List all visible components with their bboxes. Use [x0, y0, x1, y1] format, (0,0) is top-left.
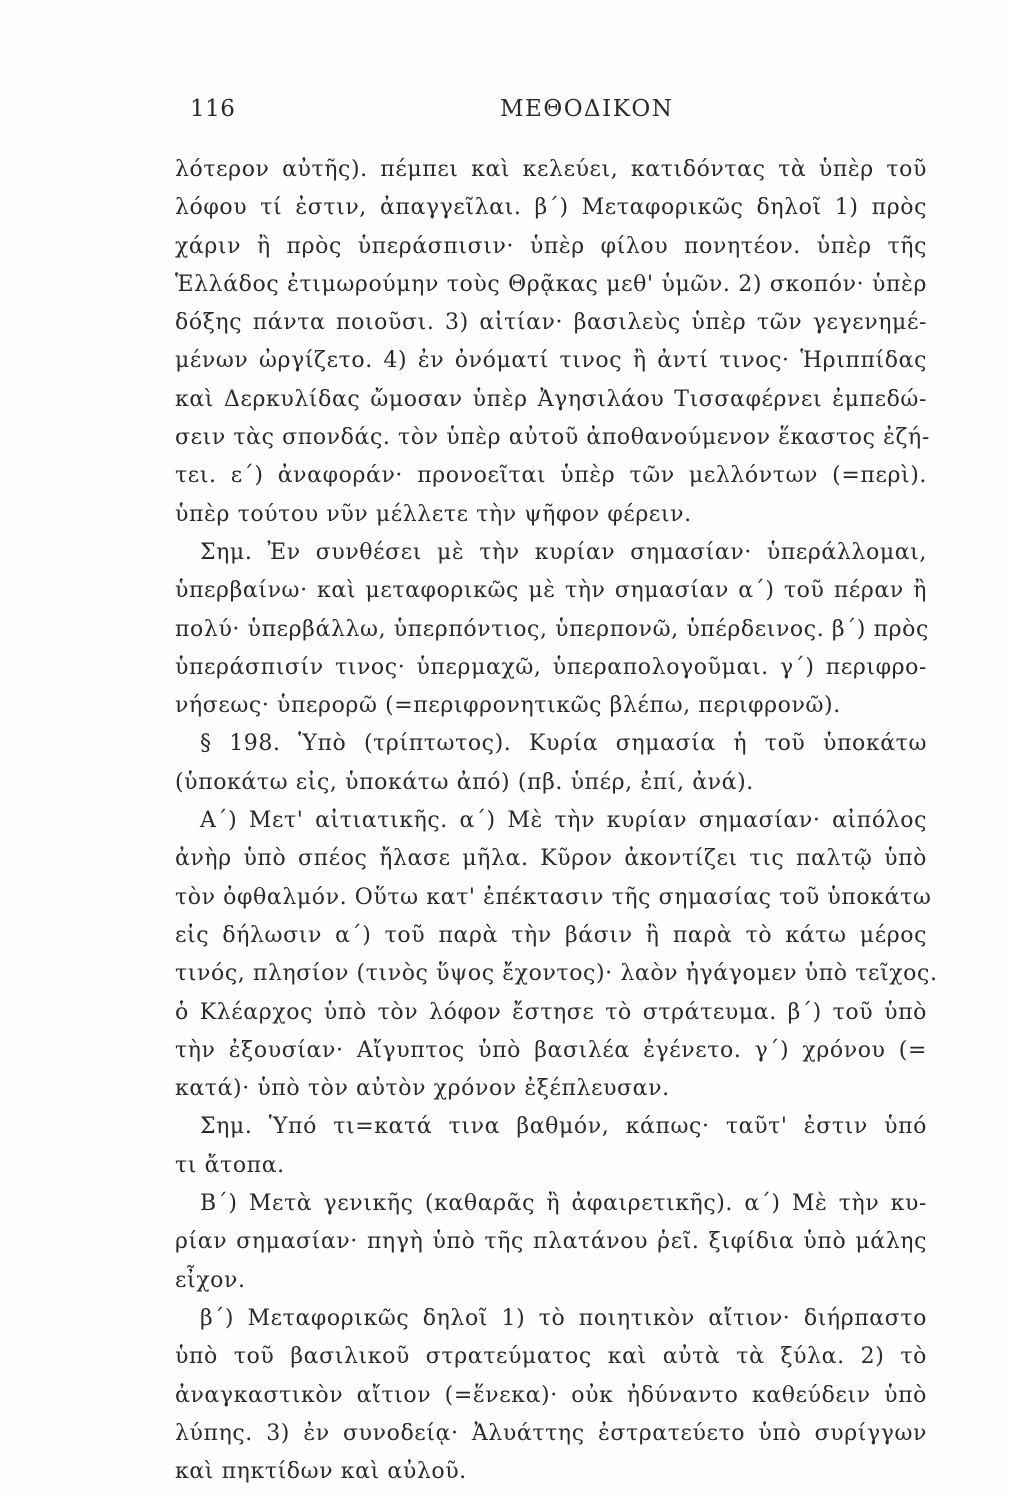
text-line: ὑπὲρ τούτου νῦν μέλλετε τὴν ψῆφον φέρειν. — [175, 501, 692, 527]
text-line: κατά)· ὑπὸ τὸν αὐτὸν χρόνον ἐξέπλευσαν. — [175, 1076, 670, 1102]
text-line: τὴν ἐξουσίαν· Αἴγυπτος ὑπὸ βασιλέα ἐγένετο. γ΄) χρόνου (= — [175, 1037, 927, 1063]
text-line: μένων ὠργίζετο. 4) ἐν ὀνόματί τινος ἢ ἀντί τινος· Ἡριππίδας — [175, 348, 927, 374]
text-line: καὶ πηκτίδων καὶ αὐλοῦ. — [175, 1459, 467, 1485]
text-line: εἶχον. — [175, 1267, 246, 1293]
text-line: ὁ Κλέαρχος ὑπὸ τὸν λόφον ἔστησε τὸ στράτευμα. β΄) τοῦ ὑπὸ — [175, 999, 927, 1025]
text-line: πολύ· ὑπερβάλλω, ὑπερπόντιος, ὑπερπονῶ, ὑπέρδεινος. β΄) πρὸς — [175, 616, 929, 642]
text-line: ρίαν σημασίαν· πηγὴ ὑπὸ τῆς πλατάνου ῥεῖ. ξιφίδια ὑπὸ μάλης — [175, 1229, 927, 1255]
text-line: λότερον αὐτῆς). πέμπει καὶ κελεύει, κατιδόντας τὰ ὑπὲρ τοῦ — [175, 157, 927, 182]
text-line: ὑπὸ τοῦ βασιλικοῦ στρατεύματος καὶ αὐτὰ τὰ ξύλα. 2) τὸ — [175, 1344, 927, 1370]
page-header — [190, 96, 840, 132]
text-line: τι ἄτοπα. — [175, 1152, 285, 1178]
text-line: τινός, πλησίον (τινὸς ὕψος ἔχοντος)· λαὸν ἠγάγομεν ὑπὸ τεῖχος. — [175, 961, 938, 987]
text-line: ἀνὴρ ὑπὸ σπέος ἤλασε μῆλα. Κῦρον ἀκοντίζει τις παλτῷ ὑπὸ — [175, 846, 927, 872]
text-line: Β΄) Μετὰ γενικῆς (καθαρᾶς ἢ ἀφαιρετικῆς). α΄) Μὲ τὴν κυ- — [200, 1191, 927, 1217]
text-line: ἀναγκαστικὸν αἴτιον (=ἕνεκα)· οὐκ ἠδύναντο καθεύδειν ὑπὸ — [175, 1382, 927, 1408]
body-text — [175, 151, 938, 1491]
text-line: τὸν ὀφθαλμόν. Οὕτω κατ' ἐπέκτασιν τῆς σημασίας τοῦ ὑποκάτω — [175, 884, 932, 910]
text-line: (ὑποκάτω εἰς, ὑποκάτω ἀπό) (πβ. ὑπέρ, ἐπί, ἀνά). — [175, 769, 754, 795]
text-line: Α΄) Μετ' αἰτιατικῆς. α΄) Μὲ τὴν κυρίαν σημασίαν· αἰπόλος — [200, 808, 927, 834]
text-line: τει. ε΄) ἀναφοράν· προνοεῖται ὑπὲρ τῶν μελλόντων (=περὶ). — [175, 463, 927, 489]
text-line: β΄) Μεταφορικῶς δηλοῖ 1) τὸ ποιητικὸν αἴτιον· διήρπαστο — [200, 1305, 927, 1331]
text-line: λόφου τί ἐστιν, ἀπαγγεῖλαι. β΄) Μεταφορικῶς δηλοῖ 1) πρὸς — [175, 195, 927, 221]
text-line: καὶ Δερκυλίδας ὤμοσαν ὑπὲρ Ἀγησιλάου Τισσαφέρνει ἐμπεδώ- — [175, 386, 927, 412]
text-line: νήσεως· ὑπερορῶ (=περιφρονητικῶς βλέπω, περιφρονῶ). — [175, 693, 841, 719]
running-title: ΜΕΘΟΔΙΚΟΝ — [500, 96, 674, 122]
section-heading-198: § 198. Ὑπὸ (τρίπτωτος). Κυρία σημασία ἡ τοῦ ὑποκάτω — [200, 731, 927, 757]
text-line: δόξης πάντα ποιοῦσι. 3) αἰτίαν· βασιλεὺς ὑπὲρ τῶν γεγενημέ- — [175, 310, 927, 336]
text-line: λύπης. 3) ἐν συνοδείᾳ· Ἀλυάττης ἐστρατεύετο ὑπὸ συρίγγων — [175, 1420, 927, 1446]
text-line: χάριν ἢ πρὸς ὑπεράσπισιν· ὑπὲρ φίλου πονητέον. ὑπὲρ τῆς — [175, 233, 927, 259]
text-line: ὑπεράσπισίν τινος· ὑπερμαχῶ, ὑπεραπολογοῦμαι. γ΄) περιφρο- — [175, 654, 927, 680]
page-number: 116 — [190, 96, 236, 122]
text-line: Ἑλλάδος ἐτιμωρούμην τοὺς Θρᾷκας μεθ' ὑμῶν. 2) σκοπόν· ὑπὲρ — [175, 271, 927, 297]
text-line: Σημ. Ἐν συνθέσει μὲ τὴν κυρίαν σημασίαν· ὑπεράλλομαι, — [200, 539, 927, 565]
text-line: ὑπερβαίνω· καὶ μεταφορικῶς μὲ τὴν σημασίαν α΄) τοῦ πέραν ἢ — [175, 578, 927, 604]
text-line: εἰς δήλωσιν α΄) τοῦ παρὰ τὴν βάσιν ἢ παρὰ τὸ κάτω μέρος — [175, 922, 927, 948]
text-line: σειν τὰς σπονδάς. τὸν ὑπὲρ αὐτοῦ ἀποθανούμενον ἕκαστος ἐζή- — [175, 425, 930, 451]
text-line: Σημ. Ὑπό τι=κατά τινα βαθμόν, κάπως· ταῦτ' ἐστιν ὑπό — [200, 1114, 927, 1140]
